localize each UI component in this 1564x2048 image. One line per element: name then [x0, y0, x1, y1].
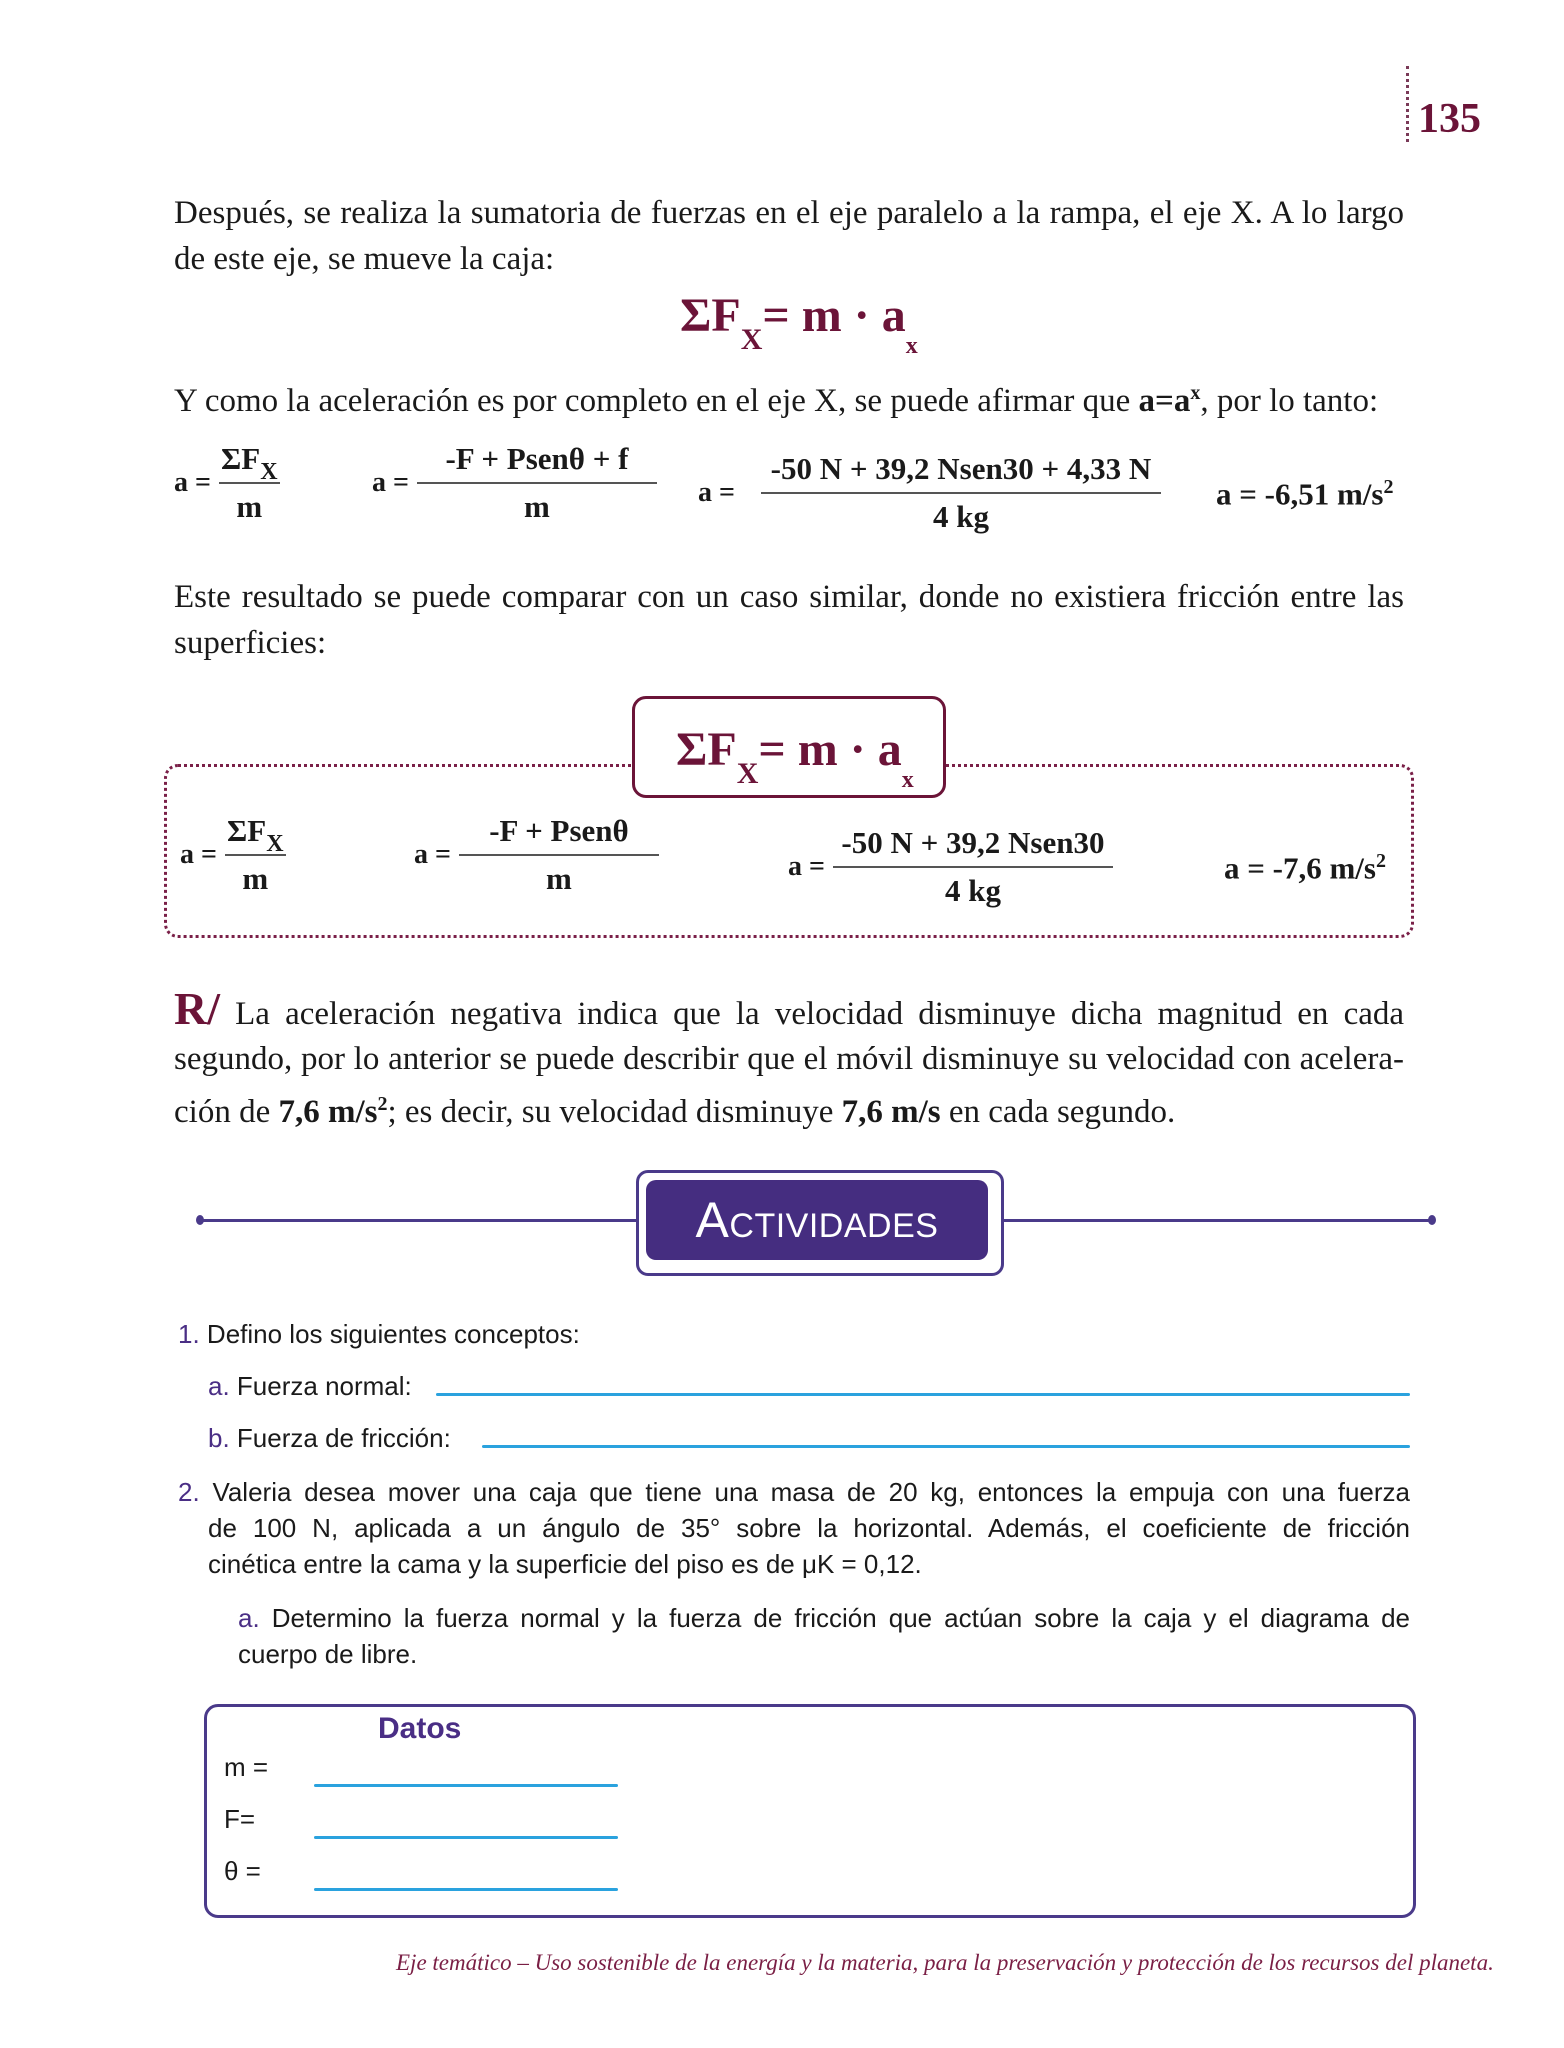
question-2a — [238, 1600, 1410, 1672]
answer-text: en cada segundo. — [940, 1094, 1176, 1130]
title-rest: CTIVIDADES — [729, 1207, 939, 1245]
boxed-newton-equation — [676, 723, 914, 793]
title-first-letter: A — [695, 1192, 730, 1248]
fraction — [761, 452, 1161, 534]
denominator: m — [236, 489, 263, 525]
question-number: 1. — [178, 1319, 200, 1349]
subscript-x-lower: x — [901, 767, 914, 793]
banner-line-right — [996, 1219, 1432, 1222]
item-letter: b. — [208, 1423, 230, 1453]
bold-velocity: 7,6 m/s — [841, 1094, 941, 1130]
question-2-line-1 — [178, 1474, 1410, 1510]
datos-f-input-line[interactable] — [314, 1836, 618, 1839]
datos-m-input-line[interactable] — [314, 1784, 618, 1787]
actividades-banner — [646, 1180, 988, 1260]
question-2a-line-1 — [238, 1600, 1410, 1636]
fraction — [225, 814, 286, 896]
result-text: a = -6,51 m/s — [1216, 476, 1384, 512]
answer-line-1 — [174, 983, 1405, 1037]
answer-mark: R/ — [174, 983, 220, 1034]
lhs-a-equals: a = — [698, 477, 735, 509]
denominator: 4 kg — [944, 873, 1001, 909]
question-number: 2. — [178, 1477, 200, 1507]
answer-text: ción de — [174, 1094, 279, 1130]
banner-line-left — [200, 1219, 640, 1222]
friction-result — [1216, 476, 1394, 512]
numerator: -F + Psenθ — [489, 813, 629, 848]
banner-line-right-dot — [1428, 1215, 1436, 1225]
no-friction-step-3 — [788, 826, 1113, 908]
question-1a — [208, 1368, 412, 1404]
superscript-2: 2 — [1383, 476, 1394, 498]
friction-step-3 — [698, 452, 1161, 534]
datos-label-m: m = — [224, 1752, 269, 1782]
fraction — [459, 814, 659, 896]
datos-label-theta: θ = — [224, 1856, 261, 1886]
numerator: -F + Psenθ + f — [445, 441, 629, 476]
equals-m-dot-a: = m · a — [762, 289, 906, 342]
item-label: Fuerza normal: — [236, 1371, 412, 1401]
answer-text: ; es decir, su velocidad disminuye — [387, 1094, 842, 1130]
comparison-paragraph: Este resultado se puede comparar con un caso similar, donde no existiera fricción entre las superficies: — [174, 579, 1404, 661]
superscript-2: 2 — [377, 1093, 388, 1115]
datos-title: Datos — [378, 1712, 462, 1745]
lhs-a-equals: a = — [788, 851, 825, 883]
subscript-x: X — [260, 459, 278, 485]
numerator — [219, 441, 280, 485]
numerator — [225, 813, 286, 857]
fraction — [417, 442, 657, 524]
sigma-f: ΣF — [676, 723, 737, 776]
datos-theta-input-line[interactable] — [314, 1888, 618, 1891]
answer-paragraph — [174, 983, 1405, 1135]
lhs-a-equals: a = — [174, 467, 211, 499]
datos-label-f: F= — [224, 1804, 256, 1834]
page-number-divider — [1406, 66, 1409, 142]
answer-line-3 — [174, 1082, 1404, 1135]
question-text: Defino los siguientes conceptos: — [206, 1319, 580, 1349]
footer-eje-tematico: Eje temático – Uso sostenible de la energía y la materia, para la preservación y protección de los recursos del planeta. — [396, 1950, 1494, 1975]
sigma-f: ΣF — [680, 289, 741, 342]
paragraph-text: Y como la aceleración es por completo en el eje X, se puede afirmar que — [174, 383, 1139, 419]
item-label: Fuerza de fricción: — [236, 1423, 451, 1453]
result-text: a = -7,6 m/s — [1224, 850, 1376, 886]
question-2a-line-2: cuerpo de libre. — [238, 1639, 418, 1669]
denominator: m — [242, 861, 269, 897]
question-2-line-3: cinética entre la cama y la superficie del piso es de μK = 0,12. — [208, 1549, 922, 1579]
lhs-a-equals: a = — [372, 467, 409, 499]
superscript-2: 2 — [1376, 850, 1386, 872]
lhs-a-equals: a = — [180, 839, 217, 871]
question-text: Valeria desea mover una caja que tiene una masa de 20 kg, entonces la empuja con una fuerza — [212, 1477, 1410, 1507]
fraction — [833, 826, 1113, 908]
page-number: 135 — [1418, 96, 1481, 142]
equals-m-dot-a: = m · a — [758, 723, 902, 776]
friction-step-1 — [174, 442, 280, 524]
denominator: m — [546, 861, 572, 897]
bold-acceleration: 7,6 m/s — [278, 1094, 378, 1130]
answer-text: La aceleración negativa indica que la velocidad disminuye dicha magnitud en cada — [235, 996, 1405, 1032]
acceleration-paragraph — [174, 370, 1404, 424]
fraction — [219, 442, 280, 524]
sigma-f: ΣF — [220, 441, 261, 476]
denominator: m — [524, 489, 550, 525]
newton-second-law-equation — [680, 289, 918, 359]
subscript-x-lower: x — [905, 333, 918, 359]
lhs-a-equals: a = — [414, 839, 451, 871]
actividades-title — [696, 1191, 939, 1249]
question-1b — [208, 1420, 451, 1456]
subscript-x: X — [266, 831, 284, 857]
subscript-x-upper: X — [736, 757, 759, 790]
no-friction-step-2 — [414, 814, 659, 896]
question-2 — [178, 1474, 1410, 1582]
paragraph-text: , por lo tanto: — [1200, 383, 1379, 419]
answer-line-2: segundo, por lo anterior se puede describir que el móvil disminuye su velocidad con acelera- — [174, 1041, 1404, 1077]
subscript-x-upper: X — [740, 323, 763, 356]
bold-a-equals-ax: a=a — [1138, 383, 1191, 419]
item-letter: a. — [208, 1371, 230, 1401]
fuerza-friccion-answer-line[interactable] — [482, 1445, 1410, 1448]
sigma-f: ΣF — [226, 813, 267, 848]
item-text: Determino la fuerza normal y la fuerza de fricción que actúan sobre la caja y el diagrama de — [271, 1603, 1410, 1633]
superscript-x: x — [1190, 382, 1201, 404]
fuerza-normal-answer-line[interactable] — [436, 1393, 1410, 1396]
question-1 — [178, 1316, 580, 1352]
item-letter: a. — [238, 1603, 260, 1633]
friction-step-2 — [372, 442, 657, 524]
intro-paragraph: Después, se realiza la sumatoria de fuerzas en el eje paralelo a la rampa, el eje X. A lo largo de este eje, se mueve la caja: — [174, 195, 1404, 277]
no-friction-step-1 — [180, 814, 286, 896]
numerator: -50 N + 39,2 Nsen30 — [841, 825, 1105, 860]
denominator: 4 kg — [932, 499, 989, 535]
numerator: -50 N + 39,2 Nsen30 + 4,33 N — [770, 451, 1152, 486]
no-friction-result — [1224, 850, 1386, 886]
question-2-line-2: de 100 N, aplicada a un ángulo de 35° sobre la horizontal. Además, el coeficiente de fricción — [208, 1513, 1410, 1543]
